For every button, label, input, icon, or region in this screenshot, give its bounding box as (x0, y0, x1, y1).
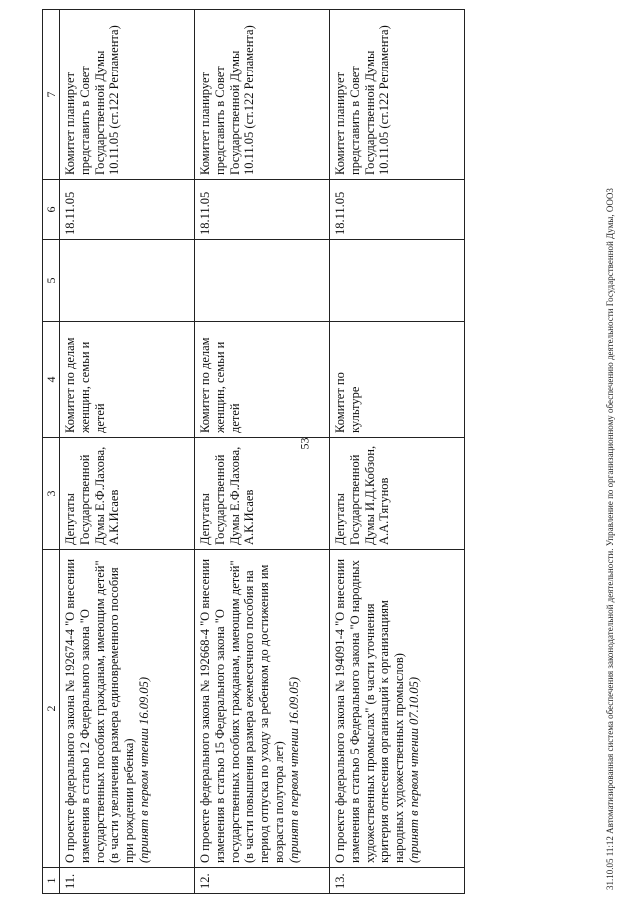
column-header-5: 5 (43, 240, 60, 322)
column-5-cell (60, 240, 195, 322)
bill-authors: Депутаты Государственной Думы Е.Ф.Лахова, А.К.Исаев (195, 438, 330, 550)
bill-title: О проекте федерального закона № 194091-4 "О внесении изменения в статью 5 Федерального закона "О народных художественных промыслах" (в части уточнения критерия отнесения организаций к организациям народных художественных промыслов) (333, 558, 407, 863)
column-header-3: 3 (43, 438, 60, 550)
row-number: 11. (60, 868, 195, 894)
responsible-committee: Комитет по делам женщин, семьи и детей (195, 322, 330, 438)
column-header-2: 2 (43, 550, 60, 868)
column-header-1: 1 (43, 868, 60, 894)
table-row (330, 10, 465, 894)
page-number: 53 (297, 437, 312, 450)
committee-note: Комитет планирует представить в Совет Государственной Думы 10.11.05 (ст.122 Регламента) (60, 10, 195, 180)
bill-title: О проекте федерального закона № 192674-4 "О внесении изменения в статью 12 Федерального закона "О государственных пособиях гражданам, имеющим детей" (в части увеличения размера единовременного пособия при рождении ребенка) (63, 558, 137, 863)
column-header-7: 7 (43, 10, 60, 180)
column-header-4: 4 (43, 322, 60, 438)
column-header-6: 6 (43, 180, 60, 240)
first-reading-note: (принят в первом чтении 16.09.05) (286, 676, 301, 863)
document-sheet (42, 10, 628, 894)
committee-note: Комитет планирует представить в Совет Государственной Думы 10.11.05 (ст.122 Регламента) (195, 10, 330, 180)
row-number: 13. (330, 868, 465, 894)
document-footer: 31.10.05 11:12 Автоматизированная система обеспечения законодательной деятельности. Управление по организационному обеспечению деятельности Государственной Думы, ООО3 (605, 188, 615, 890)
committee-note: Комитет планирует представить в Совет Государственной Думы 10.11.05 (ст.122 Регламента) (330, 10, 465, 180)
bills-table (42, 9, 465, 894)
bill-title: О проекте федерального закона № 192668-4 "О внесении изменения в статью 15 Федерального закона "О государственных пособиях гражданам, имеющим детей" (в части повышения размера ежемесячного пособия на период отпуска по уходу за ребенком до достижения им возраста полутора лет) (198, 558, 286, 863)
planned-date: 18.11.05 (330, 180, 465, 240)
responsible-committee: Комитет по культуре (330, 322, 465, 438)
bill-authors: Депутаты Государственной Думы Е.Ф.Лахова, А.К.Исаев (60, 438, 195, 550)
bill-title-cell (195, 550, 330, 868)
column-5-cell (330, 240, 465, 322)
planned-date: 18.11.05 (60, 180, 195, 240)
row-number: 12. (195, 868, 330, 894)
table-row (195, 10, 330, 894)
responsible-committee: Комитет по делам женщин, семьи и детей (60, 322, 195, 438)
first-reading-note: (принят в первом чтении 16.09.05) (136, 676, 151, 863)
table-row (60, 10, 195, 894)
bill-authors: Депутаты Государственной Думы И.Д.Кобзон, А.А.Тягунов (330, 438, 465, 550)
bill-title-cell (60, 550, 195, 868)
planned-date: 18.11.05 (195, 180, 330, 240)
table-header-row (43, 10, 60, 894)
first-reading-note: (принят в первом чтении 07.10.05) (406, 676, 421, 863)
column-5-cell (195, 240, 330, 322)
bill-title-cell (330, 550, 465, 868)
